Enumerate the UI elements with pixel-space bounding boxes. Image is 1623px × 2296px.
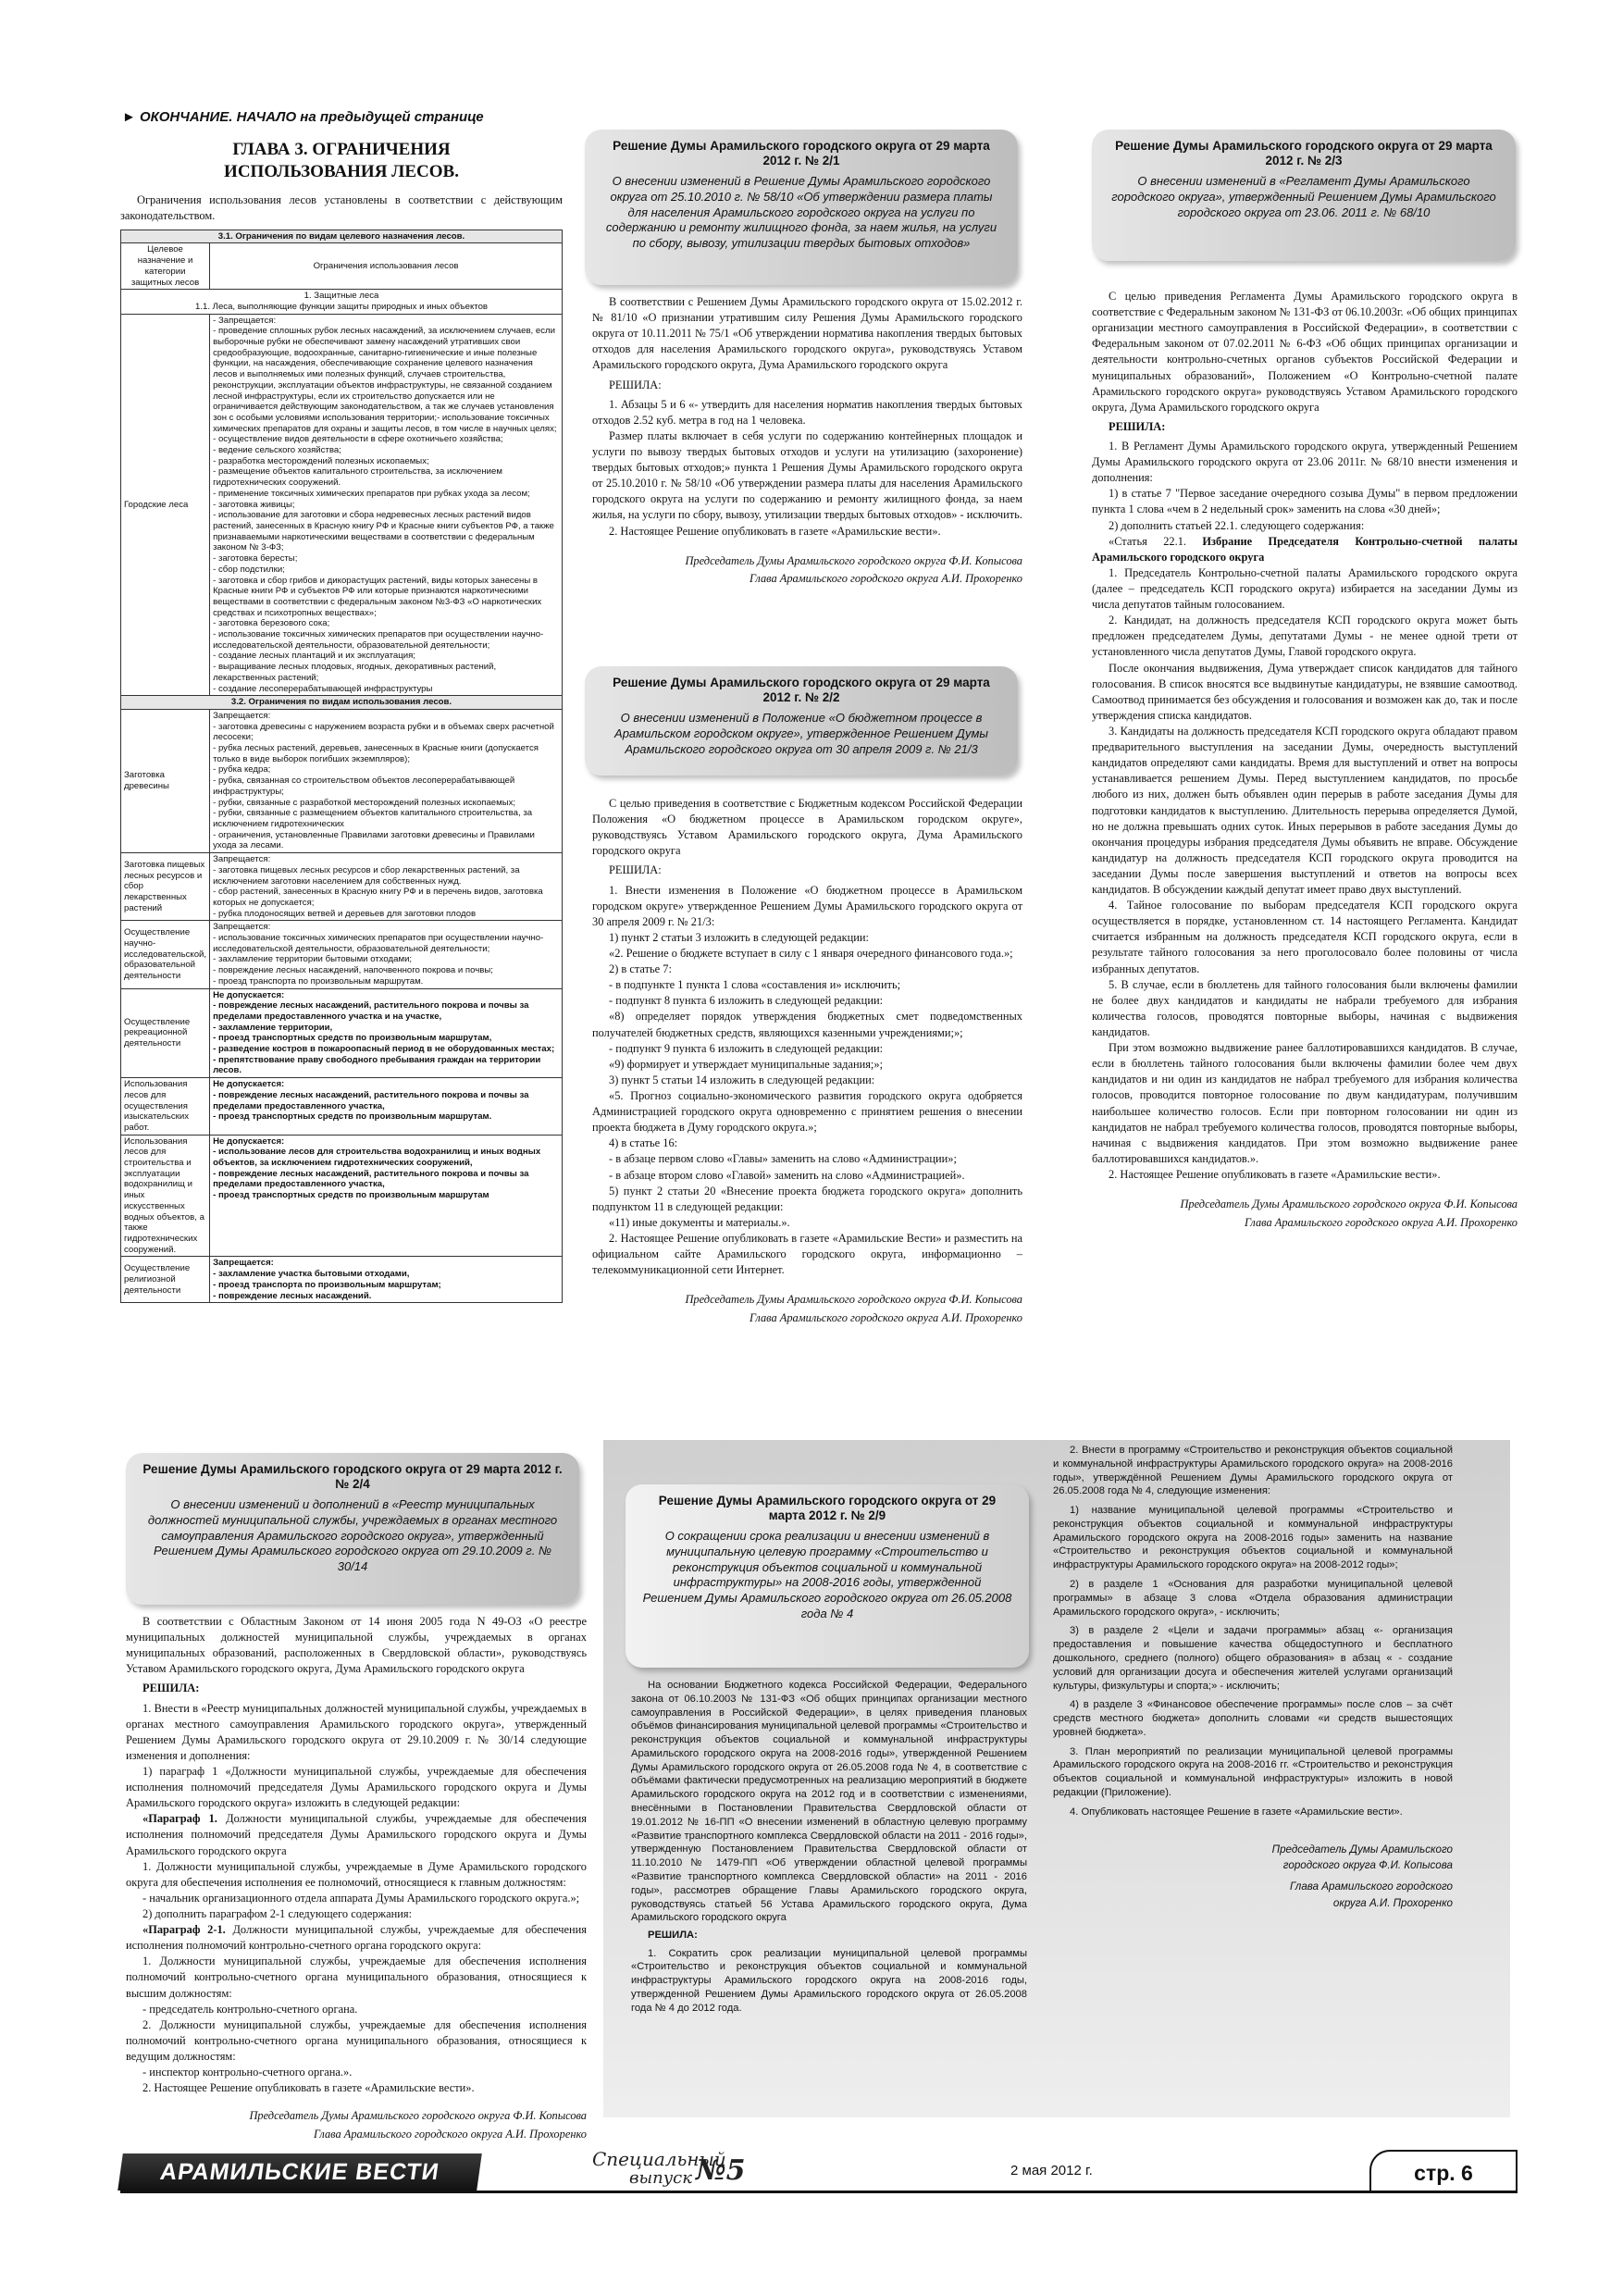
table-row: Заготовка пищевых лесных ресурсов и сбор лекарственных растений Запрещается: - заготовка пищевых лесных ресурсов и сбор лекарственных растений, за исключением заготовки населением для собственных нужд. - сбор растений, занесенных в Красную книгу РФ и в перечень видов, заготовка которых не допускается; - рубка плодоносящих ветвей и деревьев для заготовки плодов <box>121 853 563 921</box>
footer <box>120 2150 1518 2194</box>
decision-2-2-header: Решение Думы Арамильского городского округа от 29 марта 2012 г. № 2/2 О внесении изменений в Положение «О бюджетном процессе в Арамильском городском округе», утвержденное Решением Думы Арамильского городского округа от 30 апреля 2009 г. № 21/3 <box>585 666 1018 776</box>
decision-2-9-body-right: 2. Внести в программу «Строительство и реконструкция объектов социальной и коммунальной инфраструктуры Арамильского городского округа» на 2008-2016 годы», утверждённой Решением Думы Арамильского городского округа от 26.05.2008 года № 4, следующие изменения: 1) название муниципальной целевой программы «Строительство и реконструкция объектов социальной и коммунальной инфраструктуры Арамильского городского округа на 2008-2016 годы» заменить на название «Строительство и реконструкция объектов социальной и коммунальной инфраструктуры Арамильского городского округа» на 2008-2012 годы»; 2) в разделе 1 «Основания для разработки муниципальной целевой программы» в абзаце 3 слова «Отдела образования администрации Арамильского городского округа», - исключить; 3) в разделе 2 «Цели и задачи программы» абзац «- организация предоставления и повышение качества общедоступного и бесплатного дошкольного, среднего (полного) общего образования» в абзац « - создание условий для организации досуга и обеспечения жителей услугами организаций культуры, физкультуры и спорта;» - исключить; 4) в разделе 3 «Финансовое обеспечение программы» после слов – за счёт средств местного бюджета» дополнить словами «и средств вышестоящих уровней бюджета». 3. План мероприятий по реализации муниципальной целевой программы Арамильского городского округа на 2008-2016 гг. «Строительство и реконструкция объектов социальной и коммунальной инфраструктуры» изложить в новой редакции (Приложение). 4. Опубликовать настоящее Решение в газете «Арамильские вести». Председатель Думы Арамильского городского округа Ф.И. Копысова Глава Арамильского городского округа А.И. Прохоренко <box>1053 1445 1453 1909</box>
decision-2-3-header: Решение Думы Арамильского городского округа от 29 марта 2012 г. № 2/3 О внесении изменений в «Регламент Думы Арамильского городского округа», утвержденный Решением Думы Арамильского городского округа от 23.06. 2011 г. № 68/10 <box>1092 130 1516 261</box>
table-subheader: 1. Защитные леса 1.1. Леса, выполняющие функции защиты природных и иных объектов <box>121 290 563 314</box>
decision-2-3-body: С целью приведения Регламента Думы Арамильского городского округа в соответствие с Федеральным законом № 131-ФЗ от 06.10.2003г. «Об общих принципах организации местного самоуправления в Российской Федерации», в соответствии с Федеральным законом от 07.02.2011 № 6-ФЗ «Об общих принципах организации и деятельности контрольно-счетных органов субъектов Российской Федерации и муниципальных образований», Положением «О Контрольно-счетной палате Арамильского городского округа» руководствуясь Уставом Арамильского городского округа, Дума Арамильского городского округа РЕШИЛА: 1. В Регламент Думы Арамильского городского округа, утвержденный Решением Думы Арамильского городского округа от 23.06 2011г. № 68/10 внести изменения и дополнения: 1) в статье 7 "Первое заседание очередного созыва Думы" в первом предложении пункта 1 слова «чем в 2 недельный срок» заменить на слова «30 дней»; 2) дополнить статьей 22.1. следующего содержания: «Статья 22.1. Избрание Председателя Контрольно-счетной палаты Арамильского городского округа 1. Председатель Контрольно-счетной палаты Арамильского городского округа (далее – председатель КСП городского округа) избирается на заседании Думы из числа депутатов тайным голосованием. 2. Кандидат, на должность председателя КСП городского округа может быть предложен председателем Думы, депутатами Думы - не менее одной трети от установленного числа депутатов Думы, Главой городского округа. После окончания выдвижения, Дума утверждает список кандидатов для тайного голосования. В список вносятся все выдвинутые кандидатуры, не взявшие самоотвод. Самоотвод принимается без обсуждения и голосования и возможен как до, так и после утверждения списка кандидатов. 3. Кандидаты на должность председателя КСП городского округа обладают правом предварительного выступления на заседании Думы, очередность выступлений кандидатов определяют сами кандидаты. Время для выступлений и ответ на вопросы устанавливается решением Думы. Перед выступлением кандидатов, по просьбе любого из них, должен быть объявлен один перерыв в работе заседания Думы для подготовки кандидатов к выступлению. Длительность перерыва определяется Думой, но не должна превышать одних суток. Иных перерывов в работе заседания Думы до окончания процедуры избрания председателя Думы объявить не вправе. Обсуждение кандидатур на должность председателя КСП городского округа проводится на заседании Думы после завершения выступлений и ответов на вопросы всех кандидатов. В обсуждении каждый депутат имеет право двух выступлений. 4. Тайное голосование по выборам председателя КСП городского округа осуществляется в порядке, установленном ст. 14 настоящего Регламента. Кандидат считается избранным на должность председателя КСП городского округа, если в результате тайного голосования за него проголосовало более половины от числа избранных депутатов. 5. В случае, если в бюллетень для тайного голосования были включены фамилии не более двух кандидатов и кандидаты не набрали требуемого для избрания количества голосов, проводятся повторные выборы, начиная с выдвижения кандидатов. При этом возможно выдвижение ранее баллотировавшихся кандидатов. В случае, если в бюллетень тайного голосования были включены фамилии более чем двух кандидатов и ни один из кандидатов не набрал требуемого для избрания количества голосов, проводится повторное голосование по двум кандидатурам, получившим наибольшее количество голосов. Если при повторном голосовании ни один из кандидатов не набрал требуемого количества голосов, проводятся повторные выборы, начиная с выдвижения кандидатов. При этом возможно выдвижение ранее баллотировавшихся кандидатов.». 2. Настоящее Решение опубликовать в газете «Арамильские вести». Председатель Думы Арамильского городского округа Ф.И. Копысова Глава Арамильского городского округа А.И. Прохоренко <box>1092 290 1518 1229</box>
decision-2-4-body: В соответствии с Областным Законом от 14 июня 2005 года N 49-ОЗ «О реестре муниципальных должностей муниципальной службы, учреждаемых в органах муниципальных образований, расположенных в Свердловской области», руководствуясь Уставом Арамильского городского округа, Дума Арамильского городского округа РЕШИЛА: 1. Внести в «Реестр муниципальных должностей муниципальной службы, учреждаемых в органах местного самоуправления Арамильского городского округа», утвержденный Решением Думы Арамильского городского округа от 29.10.2009 г. № 30/14 следующие изменения и дополнения: 1) параграф 1 «Должности муниципальной службы, учреждаемые для обеспечения исполнения полномочий председателя Думы Арамильского городского округа и Думы Арамильского городского округа» изложить в следующей редакции: «Параграф 1. Должности муниципальной службы, учреждаемые для обеспечения исполнения полномочий председателя Думы Арамильского городского округа и Думы Арамильского городского округа 1. Должности муниципальной службы, учреждаемые в Думе Арамильского городского округа для обеспечения исполнения ее полномочий, относящиеся к главным должностям: - начальник организационного отдела аппарата Думы Арамильского городского округа.»; 2) дополнить параграфом 2-1 следующего содержания: «Параграф 2-1. Должности муниципальной службы, учреждаемые для обеспечения исполнения полномочий контрольно-счетного органа городского округа: 1. Должности муниципальной службы, учреждаемые для обеспечения исполнения полномочий контрольно-счетного органа муниципального образования, относящиеся к высшим должностям: - председатель контрольно-счетного органа. 2. Должности муниципальной службы, учреждаемые для обеспечения исполнения полномочий контрольно-счетного органа муниципального образования, относящиеся к ведущим должностям: - инспектор контрольно-счетного органа.». 2. Настоящее Решение опубликовать в газете «Арамильские вести». Председатель Думы Арамильского городского округа Ф.И. Копысова Глава Арамильского городского округа А.И. Прохоренко <box>126 1615 587 2141</box>
table-row: Заготовка древесины Запрещается: - заготовка древесины с наружением возраста рубки и в объемах сверх расчетной лесосеки; - рубка лесных растений, деревьев, занесенных в Красные книги (допускается только в виде выборок погибших экземпляров); - рубка кедра; - рубка, связанная со строительством объектов лесоперерабатывающей инфраструктуры; - рубки, связанные с разработкой месторождений полезных ископаемых; - рубки, связанные с размещением объектов капитального строительства, за исключением гидротехнических - ограничения, установленные Правилами заготовки древесины и Правилами ухода за лесами. <box>121 709 563 852</box>
issue-date: 2 мая 2012 г. <box>1010 2163 1093 2178</box>
decision-2-2-body: С целью приведения в соответствие с Бюджетным кодексом Российской Федерации Положения «О бюджетном процессе в Арамильском городском округе», руководствуясь Уставом Арамильского городского округа, Дума Арамильского городского округа РЕШИЛА: 1. Внести изменения в Положение «О бюджетном процессе в Арамильском городском округе» утвержденное Решением Думы Арамильского городского округа от 30 апреля 2009 г. № 21/3: 1) пункт 2 статьи 3 изложить в следующей редакции: «2. Решение о бюджете вступает в силу с 1 января очередного финансового года.»; 2) в статье 7: - в подпункте 1 пункта 1 слова «составления и» исключить; - подпункт 8 пункта 6 изложить в следующей редакции: «8) определяет порядок утверждения бюджетных смет подведомственных получателей бюджетных средств, являющихся казенными учреждениями;»; - подпункт 9 пункта 6 изложить в следующей редакции: «9) формирует и утверждает муниципальные задания;»; 3) пункт 5 статьи 14 изложить в следующей редакции: «5. Прогноз социально-экономического развития городского округа одобряется Администрацией городского округа одновременно с принятием решения о внесении проекта бюджета в Думу городского округа.»; 4) в статье 16: - в абзаце первом слово «Главы» заменить на слово «Администрации»; - в абзаце втором слово «Главой» заменить на слово «Администрацией». 5) пункт 2 статьи 20 «Внесение проекта бюджета городского округа» дополнить подпунктом 11 в следующей редакции: «11) иные документы и материалы.». 2. Настоящее Решение опубликовать в газете «Арамильские Вести» и разместить на официальном сайте Арамильского городского округа, информационно – телекоммуникационной сети Интернет. Председатель Думы Арамильского городского округа Ф.И. Копысова Глава Арамильского городского округа А.И. Прохоренко <box>592 797 1022 1325</box>
table-row: Использования лесов для строительства и эксплуатации водохранилищ и иных искусственных водных объектов, а также гидротехнических сооружений. Не допускается: - использование лесов для строительства водохранилищ и иных водных объектов, за исключением гидротехнических сооружений, - повреждение лесных насаждений, растительного покрова и почвы за пределами предоставленного участка, - проезд транспортных средств по произвольным маршрутам <box>121 1135 563 1257</box>
decision-2-1-header: Решение Думы Арамильского городского округа от 29 марта 2012 г. № 2/1 О внесении изменений в Решение Думы Арамильского городского округа от 25.10.2010 г. № 58/10 «Об утверждении размера платы для населения Арамильского городского округа на услуги по содержанию и ремонту жилищного фонда, за наем жилья, на услуги по сбору, вывозу, утилизации твердых бытовых отходов» <box>585 130 1018 285</box>
chapter-3 <box>120 139 563 1303</box>
table-section-1: 3.1. Ограничения по видам целевого назначения лесов. <box>121 230 563 243</box>
table-header-restrictions: Ограничения использования лесов <box>210 243 563 290</box>
table-section-2: 3.2. Ограничения по видам использования лесов. <box>121 696 563 710</box>
table-row: Осуществление религиозной деятельности Запрещается: - захламление участка бытовыми отходами, - проезд транспорта по произвольным маршрутам; - повреждение лесных насаждений. <box>121 1257 563 1303</box>
table-row: Использования лесов для осуществления изыскательских работ. Не допускается: - повреждение лесных насаждений, растительного покрова и почвы за пределами предоставленного участка, - проезд транспортных средств по произвольным маршрутам. <box>121 1078 563 1136</box>
table-header-category: Целевое назначение и категории защитных лесов <box>121 243 210 290</box>
decision-2-4-header: Решение Думы Арамильского городского округа от 29 марта 2012 г. № 2/4 О внесении изменений и дополнений в «Реестр муниципальных должностей муниципальной службы, учреждаемых в органах местного самоуправления Арамильского городского округа», утвержденный Решением Думы Арамильского городского округа от 29.10.2009 г. № 30/14 <box>126 1453 579 1605</box>
special-issue: Специальный выпуск №5 <box>592 2148 746 2188</box>
paper-name: АРАМИЛЬСКИЕ ВЕСТИ <box>118 2153 482 2191</box>
page-number: стр. 6 <box>1369 2150 1518 2192</box>
table-row: Городские леса - Запрещается: - проведение сплошных рубок лесных насаждений, за исключением случаев, если выборочные рубки не обеспечивают замену насаждений утративших свои средообразующие, водоохранные, санитарно-гигиенические и иные полезные функции, на насаждения, обеспечивающие сохранение целевого назначения лесов и выполняемых ими полезных функций, случаев строительства, реконструкции, эксплуатации объектов инфраструктуры, не связанной созданием лесной инфраструктуры, если их строительство допускается или не ограничивается действующим законодательством, а так же случаев установления зон с особыми условиями использования территории;- использование токсичных химических препаратов для охраны и защиты лесов, в том числе в научных целях; - осуществление видов деятельности в сфере охотничьего хозяйства; - ведение сельского хозяйства; - разработка месторождений полезных ископаемых; - размещение объектов капитального строительства, за исключением гидротехнических сооружений. - применение токсичных химических препаратов при рубках ухода за лесом; - заготовка живицы; - использование для заготовки и сбора недревесных лесных растений видов растений, занесенных в Красную книгу РФ и Красные книги субъектов РФ, а также признаваемыми наркотическими веществами в соответствии с федеральным законом № 3-ФЗ; - заготовка бересты; - сбор подстилки; - заготовка и сбор грибов и дикорастущих растений, виды которых занесены в Красные книги РФ и субъектов РФ или которые признаются наркотическими веществами в соответствии с федеральным законом №3-ФЗ «О наркотических средствах и психотропных веществах»; - заготовка березового сока; - использование токсичных химических препаратов при осуществлении научно-исследовательской деятельности, образовательной деятельности; - создание лесных плантаций и их эксплуатация; - выращивание лесных плодовых, ягодных, декоративных растений, лекарственных растений; - создание лесоперерабатывающей инфраструктуры <box>121 314 563 696</box>
decision-2-9-header: Решение Думы Арамильского городского округа от 29 марта 2012 г. № 2/9 О сокращении срока реализации и внесении изменений в муниципальную целевую программу «Строительство и реконструкция объектов социальной и коммунальной инфраструктуры» на 2008-2016 годы, утвержденной Решением Думы Арамильского городского округа от 26.05.2008 года № 4 <box>626 1484 1029 1668</box>
decision-2-9-body-left: На основании Бюджетного кодекса Российской Федерации, Федерального закона от 06.10.2003 № 131-ФЗ «Об общих принципах организации местного самоуправления в Российской Федерации», в целях приведения плановых объёмов финансирования муниципальной целевой программы «Строительство и реконструкция объектов социальной и коммунальной инфраструктуры Арамильского городского округа на 2008-2016 годы», утвержденной Решением Думы Арамильского городского округа от 26.05.2008 года № 4, в соответствие с объёмами фактически предусмотренных на реализацию мероприятий в бюджете Арамильского городского округа на 2012 год и в соответствии с изменениями, внесёнными в Постановлении Правительства Свердловской области от 19.01.2012 № 16-ПП «О внесении изменений в областную целевую программу «Развитие транспортного комплекса Свердловской области на 2011 - 2016 годы», утвержденную Постановлением Правительства Свердловской области от 11.10.2010 № 1479-ПП «Об утверждении областной целевой программы «Развитие транспортного комплекса Свердловской области» на 2011 - 2016 годы», рассмотрев обращение Главы Арамильского городского округа, руководствуясь статьей 56 Устава Арамильского городского округа, Дума Арамильского городского округа РЕШИЛА: 1. Сократить срок реализации муниципальной целевой программы «Строительство и реконструкция объектов социальной и коммунальной инфраструктуры Арамильского городского округа на 2008-2016 годы, утвержденной Решением Думы Арамильского городского округа от 26.05.2008 года № 4 до 2012 года. <box>631 1680 1027 2014</box>
restrictions-table <box>120 230 563 1304</box>
chapter-intro: Ограничения использования лесов установлены в соответствии с действующим законодательством. <box>120 192 563 222</box>
table-row: Осуществление рекреационной деятельности Не допускается: - повреждение лесных насаждений, растительного покрова и почвы за пределами предоставленного участка и на участке, - захламление территории, - проезд транспортных средств по произвольным маршрутам, - разведение костров в пожароопасный период в не оборудованных местах; - препятствование праву свободного пребывания граждан на территории лесов. <box>121 988 563 1078</box>
table-row: Осуществление научно-исследовательской, образовательной деятельности Запрещается: - использование токсичных химических препаратов при осуществлении научно-исследовательской деятельности, образовательной деятельности; - захламление территории бытовыми отходами; - повреждение лесных насаждений, напочвенного покрова и почвы; - проезд транспорта по произвольным маршрутам. <box>121 921 563 988</box>
decision-2-1-body: В соответствии с Решением Думы Арамильского городского округа от 15.02.2012 г. № 81/10 «О признании утратившим силу Решения Думы Арамильского городского округа от 10.11.2011 № 75/1 «Об утверждении норматива накопления твердых бытовых отходов для населения Арамильского городского округа», руководствуясь Уставом Арамильского городского округа, Дума Арамильского городского округа РЕШИЛА: 1. Абзацы 5 и 6 «- утвердить для населения норматив накопления твердых бытовых отходов 2.52 куб. метра в год на 1 человека. Размер платы включает в себя услуги по содержанию контейнерных площадок и услуги по вывозу твердых бытовых отходов и услуги на утилизацию (захоронение) твердых бытовых отходов;» пункта 1 Решения Думы Арамильского городского округа от 25.10.2010 г. № 58/10 «Об утверждении размера платы для населения Арамильского городского округа на услуги по содержанию и ремонту жилищного фонда, за наем жилья, на услуги по сбору, вывозу, утилизации твердых бытовых отходов» - исключить. 2. Настоящее Решение опубликовать в газете «Арамильские вести». Председатель Думы Арамильского городского округа Ф.И. Копысова Глава Арамильского городского округа А.И. Прохоренко <box>592 295 1022 586</box>
chapter-title: ГЛАВА 3. ОГРАНИЧЕНИЯ ИСПОЛЬЗОВАНИЯ ЛЕСОВ. <box>224 140 459 181</box>
continued-label: ► ОКОНЧАНИЕ. НАЧАЛО на предыдущей странице <box>122 109 484 125</box>
footer-rule <box>120 2191 1518 2193</box>
